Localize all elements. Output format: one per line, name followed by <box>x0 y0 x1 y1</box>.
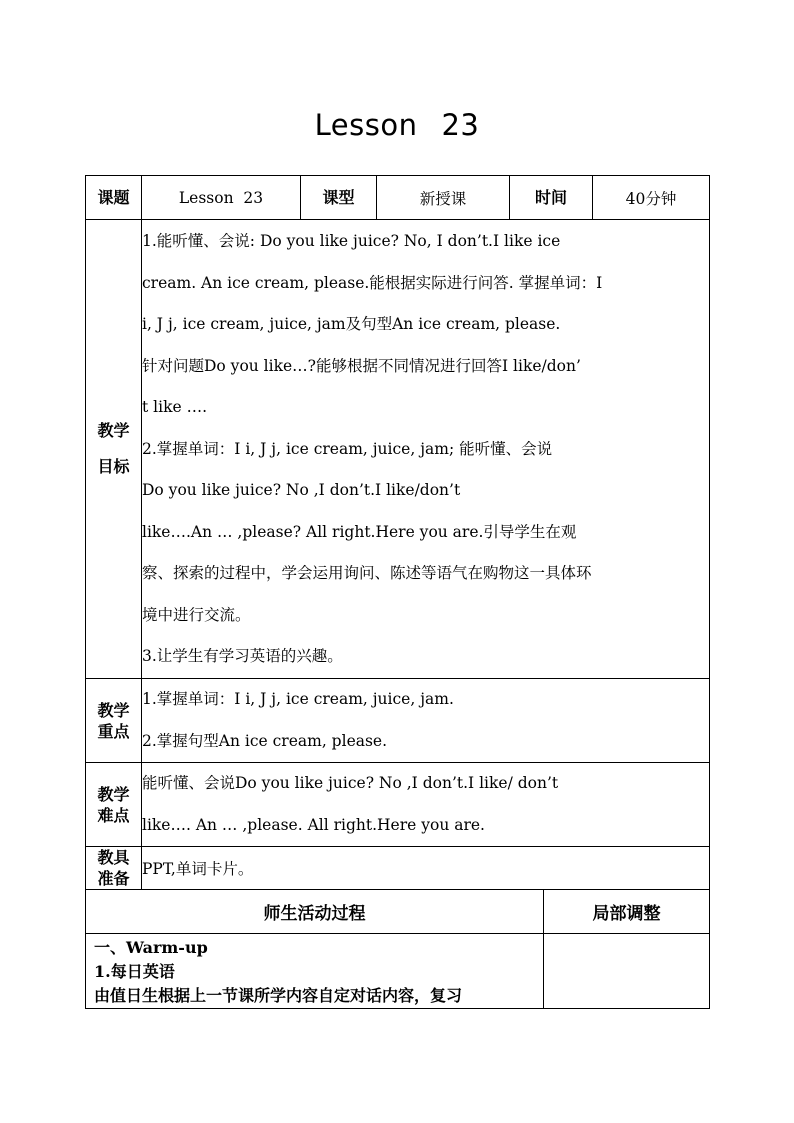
goal-line: t like …. <box>142 398 207 416</box>
key-points-label <box>86 679 142 763</box>
title-number: 23 <box>441 108 480 142</box>
goal-line: 1.能听懂、会说: Do you like juice? No, I don’t.I like ice <box>142 232 561 250</box>
process-content-row <box>86 934 710 1009</box>
key-points-label-text: 教学重点 <box>97 700 130 741</box>
goals-label <box>86 220 142 679</box>
key-point-line: 1.掌握单词：I i, J j, ice cream, juice, jam. <box>142 690 454 708</box>
goal-line: i, J j, ice cream, juice, jam及句型An ice cream, please. <box>142 315 561 333</box>
materials-row <box>86 847 710 890</box>
process-line: 一、Warm-up <box>94 938 208 957</box>
key-points-content <box>142 679 710 763</box>
goal-line: like….An … ,please? All right.Here you are.引导学生在观 <box>142 522 577 541</box>
adjustment-header: 局部调整 <box>544 890 710 934</box>
materials-label <box>86 847 142 890</box>
goals-row <box>86 220 710 679</box>
difficulty-line: like…. An … ,please. All right.Here you are. <box>142 815 485 834</box>
goal-line: 2.掌握单词：I i, J j, ice cream, juice, jam; 能听懂、会说 <box>142 439 553 458</box>
materials-label-text: 教具准备 <box>97 848 130 888</box>
type-label: 课型 <box>301 176 377 220</box>
topic-label: 课题 <box>86 176 142 220</box>
topic-value: Lesson 23 <box>142 176 301 220</box>
time-label: 时间 <box>510 176 593 220</box>
key-points-row <box>86 679 710 763</box>
goal-line: Do you like juice? No ,I don’t.I like/don’t <box>142 481 461 499</box>
goal-line: cream. An ice cream, please.能根据实际进行问答. 掌握单词：I <box>142 273 603 292</box>
goal-line: 察、探索的过程中，学会运用询问、陈述等语气在购物这一具体环 <box>142 564 592 582</box>
title-word: Lesson <box>314 108 418 142</box>
process-line: 由值日生根据上一节课所学内容自定对话内容，复习 <box>94 986 463 1005</box>
type-value: 新授课 <box>377 176 510 220</box>
goal-line: 针对问题Do you like…?能够根据不同情况进行回答I like/don’ <box>142 356 581 375</box>
page-title <box>0 108 794 142</box>
lesson-plan-table <box>85 175 710 1009</box>
time-value: 40分钟 <box>593 176 710 220</box>
goals-content <box>142 220 710 679</box>
info-row <box>86 176 710 220</box>
process-content <box>86 934 544 1009</box>
process-header: 师生活动过程 <box>86 890 544 934</box>
key-point-line: 2.掌握句型An ice cream, please. <box>142 731 388 750</box>
goal-line: 3.让学生有学习英语的兴趣。 <box>142 647 343 665</box>
difficulties-row <box>86 763 710 847</box>
difficulties-content <box>142 763 710 847</box>
goal-line: 境中进行交流。 <box>142 605 251 624</box>
difficulties-label-text: 教学难点 <box>97 784 130 825</box>
adjustment-content <box>544 934 710 1009</box>
process-line: 1.每日英语 <box>94 962 175 981</box>
materials-value: PPT,单词卡片。 <box>142 847 710 890</box>
difficulties-label <box>86 763 142 847</box>
process-header-row <box>86 890 710 934</box>
goals-label-text: 教学目标 <box>97 421 130 476</box>
difficulty-line: 能听懂、会说Do you like juice? No ,I don’t.I like/ don’t <box>142 774 559 792</box>
